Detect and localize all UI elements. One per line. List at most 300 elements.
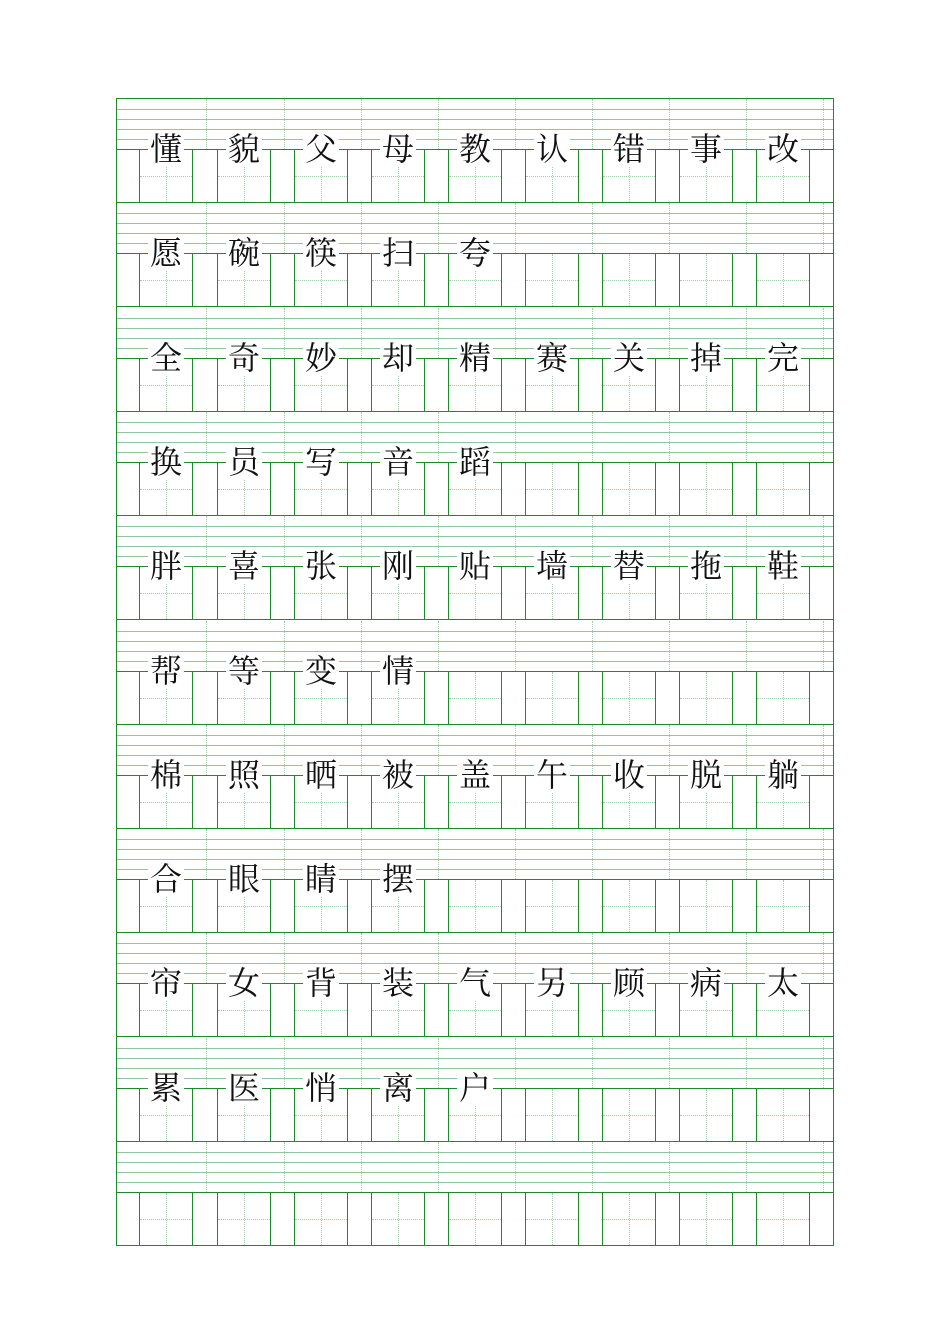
pinyin-guide-line — [823, 412, 824, 462]
hanzi-character: 气 — [458, 964, 491, 1003]
pinyin-guide-line — [284, 933, 285, 983]
character-cell — [448, 338, 502, 411]
pinyin-guide-line — [206, 725, 207, 775]
hanzi-character: 盖 — [458, 755, 491, 794]
character-row — [117, 651, 833, 725]
cell-center-line — [166, 1193, 167, 1245]
hanzi-character: 写 — [304, 442, 337, 481]
hanzi-character: 医 — [227, 1068, 260, 1107]
hanzi-character: 女 — [227, 964, 260, 1003]
hanzi-character: 摆 — [381, 860, 414, 899]
hanzi-character: 愿 — [149, 234, 182, 273]
pinyin-guide-line — [669, 1038, 670, 1088]
character-cell — [294, 338, 348, 411]
character-cell — [294, 1193, 348, 1245]
character-cell — [679, 130, 733, 202]
character-cell — [139, 651, 193, 724]
cell-center-line — [706, 1089, 707, 1141]
pinyin-guide-line — [592, 933, 593, 983]
pinyin-guide-line — [823, 1142, 824, 1192]
character-cell — [602, 1193, 656, 1245]
hanzi-character: 替 — [612, 547, 645, 586]
pinyin-guide-line — [669, 933, 670, 983]
character-row — [117, 755, 833, 829]
pinyin-guide-line — [823, 1038, 824, 1088]
cell-center-line — [783, 880, 784, 932]
cell-center-line — [706, 880, 707, 932]
character-row — [117, 964, 833, 1037]
character-cell — [294, 1068, 348, 1141]
character-cell — [217, 130, 271, 202]
character-cell — [139, 130, 193, 202]
character-cell — [602, 338, 656, 411]
pinyin-guide-line — [515, 829, 516, 879]
writing-grid-sheet — [116, 98, 834, 1246]
character-cell — [294, 547, 348, 619]
character-cell — [679, 338, 733, 411]
hanzi-character: 累 — [149, 1068, 182, 1107]
pinyin-guide-line — [669, 203, 670, 253]
character-cell — [602, 672, 656, 724]
pinyin-guide-line — [515, 1142, 516, 1192]
hanzi-character: 悄 — [304, 1068, 337, 1107]
character-cell — [448, 672, 502, 724]
cell-center-line — [475, 672, 476, 724]
character-cell — [371, 755, 425, 828]
hanzi-character: 碗 — [227, 234, 260, 273]
pinyin-guide-line — [438, 725, 439, 775]
hanzi-character: 却 — [381, 338, 414, 377]
pinyin-guide-line — [438, 308, 439, 358]
pinyin-guide-line — [438, 621, 439, 671]
pinyin-guide-line — [823, 516, 824, 566]
character-cell — [139, 964, 193, 1036]
character-cell — [756, 130, 810, 202]
character-row — [117, 860, 833, 933]
character-cell — [139, 547, 193, 619]
pinyin-guide-line — [515, 516, 516, 566]
character-cell — [448, 755, 502, 828]
character-cell — [525, 1089, 579, 1141]
hanzi-character: 顾 — [612, 964, 645, 1003]
hanzi-character: 错 — [612, 130, 645, 168]
character-cell — [602, 254, 656, 306]
pinyin-guide-line — [206, 933, 207, 983]
pinyin-guide-line — [746, 829, 747, 879]
pinyin-guide-line — [592, 1038, 593, 1088]
character-row — [117, 234, 833, 307]
pinyin-guide-line — [669, 412, 670, 462]
hanzi-character: 病 — [689, 964, 722, 1003]
pinyin-guide-line — [669, 725, 670, 775]
character-cell — [217, 651, 271, 724]
character-cell — [371, 1068, 425, 1141]
hanzi-character: 妙 — [304, 338, 337, 377]
pinyin-guide-line — [361, 516, 362, 566]
character-cell — [525, 254, 579, 306]
character-cell — [217, 338, 271, 411]
character-cell — [525, 755, 579, 828]
pinyin-guide-line — [361, 1038, 362, 1088]
pinyin-guide-line — [592, 99, 593, 149]
hanzi-character: 背 — [304, 964, 337, 1003]
character-cell — [371, 547, 425, 619]
cell-center-line — [552, 672, 553, 724]
character-cell — [448, 442, 502, 515]
pinyin-guide-line — [206, 308, 207, 358]
character-cell — [139, 234, 193, 306]
character-cell — [217, 442, 271, 515]
character-cell — [294, 755, 348, 828]
hanzi-character: 等 — [227, 651, 260, 690]
character-cell — [139, 860, 193, 932]
character-cell — [294, 651, 348, 724]
hanzi-character: 换 — [149, 442, 182, 481]
character-row — [117, 442, 833, 516]
character-cell — [679, 880, 733, 932]
character-cell — [448, 130, 502, 202]
character-cell — [602, 964, 656, 1036]
character-cell — [602, 463, 656, 515]
pinyin-guide-line — [206, 1038, 207, 1088]
pinyin-guide-line — [515, 933, 516, 983]
hanzi-character: 午 — [535, 755, 568, 794]
character-cell — [756, 338, 810, 411]
pinyin-guide-line — [284, 203, 285, 253]
hanzi-character: 赛 — [535, 338, 568, 377]
cell-center-line — [552, 880, 553, 932]
character-cell — [371, 1193, 425, 1245]
hanzi-character: 奇 — [227, 338, 260, 377]
hanzi-character: 被 — [381, 755, 414, 794]
cell-center-line — [629, 463, 630, 515]
pinyin-guide-line — [284, 621, 285, 671]
cell-center-line — [706, 463, 707, 515]
cell-center-line — [706, 1193, 707, 1245]
pinyin-guide-line — [515, 99, 516, 149]
hanzi-character: 懂 — [149, 130, 182, 168]
cell-center-line — [475, 1193, 476, 1245]
character-cell — [602, 880, 656, 932]
pinyin-guide-line — [823, 933, 824, 983]
pinyin-guide-line — [515, 412, 516, 462]
pinyin-guide-line — [361, 308, 362, 358]
character-cell — [294, 442, 348, 515]
pinyin-guide-band — [117, 1142, 833, 1192]
character-cell — [756, 463, 810, 515]
pinyin-guide-line — [361, 933, 362, 983]
character-cell — [371, 130, 425, 202]
hanzi-character: 蹈 — [458, 442, 491, 481]
character-cell — [679, 547, 733, 619]
hanzi-character: 变 — [304, 651, 337, 690]
character-cell — [139, 755, 193, 828]
pinyin-guide-line — [592, 308, 593, 358]
character-cell — [679, 1089, 733, 1141]
pinyin-guide-line — [438, 829, 439, 879]
hanzi-character: 夸 — [458, 234, 491, 273]
hanzi-character: 完 — [766, 338, 799, 377]
hanzi-character: 合 — [149, 860, 182, 899]
cell-center-line — [783, 1193, 784, 1245]
hanzi-character: 认 — [535, 130, 568, 168]
pinyin-guide-line — [438, 1038, 439, 1088]
pinyin-guide-line — [823, 308, 824, 358]
pinyin-guide-line — [746, 99, 747, 149]
character-row — [117, 338, 833, 412]
hanzi-character: 扫 — [381, 234, 414, 273]
character-cell — [217, 860, 271, 932]
pinyin-guide-line — [206, 203, 207, 253]
pinyin-guide-line — [284, 725, 285, 775]
character-row — [117, 130, 833, 203]
pinyin-guide-line — [206, 99, 207, 149]
character-cell — [756, 672, 810, 724]
hanzi-character: 墙 — [535, 547, 568, 586]
character-cell — [371, 860, 425, 932]
character-cell — [294, 130, 348, 202]
pinyin-guide-line — [361, 829, 362, 879]
hanzi-character: 晒 — [304, 755, 337, 794]
pinyin-guide-line — [206, 1142, 207, 1192]
character-cell — [371, 442, 425, 515]
pinyin-guide-line — [669, 1142, 670, 1192]
pinyin-guide-line — [515, 1038, 516, 1088]
character-cell — [602, 547, 656, 619]
character-cell — [448, 880, 502, 932]
pinyin-guide-line — [361, 621, 362, 671]
hanzi-character: 贴 — [458, 547, 491, 586]
pinyin-guide-line — [361, 412, 362, 462]
pinyin-guide-line — [284, 412, 285, 462]
pinyin-guide-line — [746, 621, 747, 671]
character-cell — [217, 1193, 271, 1245]
character-cell — [525, 672, 579, 724]
hanzi-character: 掉 — [689, 338, 722, 377]
pinyin-guide-line — [515, 203, 516, 253]
pinyin-guide-line — [361, 1142, 362, 1192]
hanzi-character: 另 — [535, 964, 568, 1003]
pinyin-guide-line — [746, 308, 747, 358]
character-cell — [679, 672, 733, 724]
character-cell — [756, 880, 810, 932]
character-cell — [756, 254, 810, 306]
pinyin-guide-line — [284, 516, 285, 566]
pinyin-guide-line — [438, 933, 439, 983]
pinyin-guide-line — [592, 412, 593, 462]
pinyin-guide-line — [284, 99, 285, 149]
hanzi-character: 拖 — [689, 547, 722, 586]
character-cell — [525, 964, 579, 1036]
character-cell — [448, 964, 502, 1036]
hanzi-character: 精 — [458, 338, 491, 377]
hanzi-character: 母 — [381, 130, 414, 168]
pinyin-guide-line — [823, 203, 824, 253]
pinyin-guide-line — [284, 1038, 285, 1088]
character-cell — [679, 964, 733, 1036]
pinyin-guide-line — [438, 412, 439, 462]
pinyin-guide-line — [284, 308, 285, 358]
pinyin-guide-line — [592, 203, 593, 253]
hanzi-character: 棉 — [149, 755, 182, 794]
pinyin-guide-line — [823, 829, 824, 879]
pinyin-guide-line — [823, 621, 824, 671]
hanzi-character: 帮 — [149, 651, 182, 690]
character-cell — [448, 1068, 502, 1141]
character-cell — [139, 1193, 193, 1245]
pinyin-guide-line — [438, 516, 439, 566]
hanzi-character: 睛 — [304, 860, 337, 899]
pinyin-guide-line — [746, 725, 747, 775]
cell-center-line — [706, 254, 707, 306]
character-cell — [679, 254, 733, 306]
character-row — [117, 1068, 833, 1142]
pinyin-guide-line — [746, 516, 747, 566]
character-row — [117, 1192, 833, 1246]
pinyin-guide-line — [592, 621, 593, 671]
pinyin-guide-band — [117, 829, 833, 879]
character-cell — [525, 130, 579, 202]
hanzi-character: 照 — [227, 755, 260, 794]
hanzi-character: 张 — [304, 547, 337, 586]
character-cell — [756, 547, 810, 619]
pinyin-guide-line — [669, 516, 670, 566]
pinyin-guide-line — [592, 516, 593, 566]
hanzi-character: 关 — [612, 338, 645, 377]
pinyin-guide-line — [592, 1142, 593, 1192]
hanzi-character: 情 — [381, 651, 414, 690]
character-cell — [602, 755, 656, 828]
cell-center-line — [244, 1193, 245, 1245]
cell-center-line — [629, 1193, 630, 1245]
hanzi-character: 教 — [458, 130, 491, 168]
pinyin-guide-line — [746, 1038, 747, 1088]
hanzi-character: 父 — [304, 130, 337, 168]
character-cell — [525, 880, 579, 932]
hanzi-character: 筷 — [304, 234, 337, 273]
character-cell — [448, 234, 502, 306]
hanzi-character: 音 — [381, 442, 414, 481]
pinyin-guide-line — [592, 829, 593, 879]
pinyin-guide-line — [746, 933, 747, 983]
hanzi-character: 员 — [227, 442, 260, 481]
cell-center-line — [629, 254, 630, 306]
pinyin-guide-line — [361, 99, 362, 149]
pinyin-guide-line — [669, 308, 670, 358]
character-cell — [756, 1089, 810, 1141]
character-cell — [525, 1193, 579, 1245]
cell-center-line — [706, 672, 707, 724]
character-cell — [217, 1068, 271, 1141]
character-cell — [294, 860, 348, 932]
character-cell — [525, 547, 579, 619]
hanzi-character: 脱 — [689, 755, 722, 794]
cell-center-line — [552, 1089, 553, 1141]
cell-center-line — [629, 1089, 630, 1141]
pinyin-guide-line — [669, 829, 670, 879]
cell-center-line — [552, 1193, 553, 1245]
character-cell — [217, 547, 271, 619]
pinyin-guide-line — [206, 621, 207, 671]
pinyin-guide-line — [669, 621, 670, 671]
character-cell — [679, 755, 733, 828]
character-cell — [525, 463, 579, 515]
character-cell — [371, 651, 425, 724]
hanzi-character: 貌 — [227, 130, 260, 168]
pinyin-guide-line — [592, 725, 593, 775]
character-cell — [602, 130, 656, 202]
cell-center-line — [783, 1089, 784, 1141]
pinyin-guide-line — [515, 621, 516, 671]
pinyin-guide-line — [515, 308, 516, 358]
cell-center-line — [398, 1193, 399, 1245]
pinyin-guide-line — [823, 725, 824, 775]
hanzi-character: 全 — [149, 338, 182, 377]
hanzi-character: 太 — [766, 964, 799, 1003]
character-cell — [602, 1089, 656, 1141]
pinyin-guide-line — [438, 1142, 439, 1192]
pinyin-guide-line — [746, 412, 747, 462]
cell-center-line — [783, 672, 784, 724]
pinyin-guide-line — [823, 99, 824, 149]
character-row — [117, 547, 833, 620]
hanzi-character: 装 — [381, 964, 414, 1003]
character-cell — [756, 964, 810, 1036]
hanzi-character: 离 — [381, 1068, 414, 1107]
character-cell — [756, 755, 810, 828]
character-cell — [371, 964, 425, 1036]
hanzi-character: 事 — [689, 130, 722, 168]
pinyin-guide-line — [284, 829, 285, 879]
character-cell — [525, 338, 579, 411]
cell-center-line — [629, 672, 630, 724]
pinyin-guide-line — [438, 99, 439, 149]
pinyin-guide-line — [361, 203, 362, 253]
character-cell — [371, 234, 425, 306]
cell-center-line — [475, 880, 476, 932]
hanzi-character: 眼 — [227, 860, 260, 899]
character-cell — [139, 442, 193, 515]
pinyin-guide-band — [117, 621, 833, 671]
hanzi-character: 躺 — [766, 755, 799, 794]
pinyin-guide-line — [206, 412, 207, 462]
pinyin-guide-line — [361, 725, 362, 775]
pinyin-guide-line — [746, 1142, 747, 1192]
hanzi-character: 收 — [612, 755, 645, 794]
hanzi-character: 户 — [458, 1068, 491, 1107]
cell-center-line — [629, 880, 630, 932]
pinyin-guide-line — [669, 99, 670, 149]
pinyin-guide-line — [284, 1142, 285, 1192]
hanzi-character: 改 — [766, 130, 799, 168]
character-cell — [139, 338, 193, 411]
hanzi-character: 胖 — [149, 547, 182, 586]
character-cell — [679, 463, 733, 515]
character-cell — [294, 234, 348, 306]
character-cell — [217, 234, 271, 306]
cell-center-line — [321, 1193, 322, 1245]
pinyin-guide-line — [206, 516, 207, 566]
hanzi-character: 刚 — [381, 547, 414, 586]
cell-center-line — [783, 463, 784, 515]
character-cell — [756, 1193, 810, 1245]
pinyin-guide-line — [438, 203, 439, 253]
character-cell — [217, 755, 271, 828]
pinyin-guide-line — [746, 203, 747, 253]
character-cell — [139, 1068, 193, 1141]
cell-center-line — [552, 463, 553, 515]
character-cell — [294, 964, 348, 1036]
